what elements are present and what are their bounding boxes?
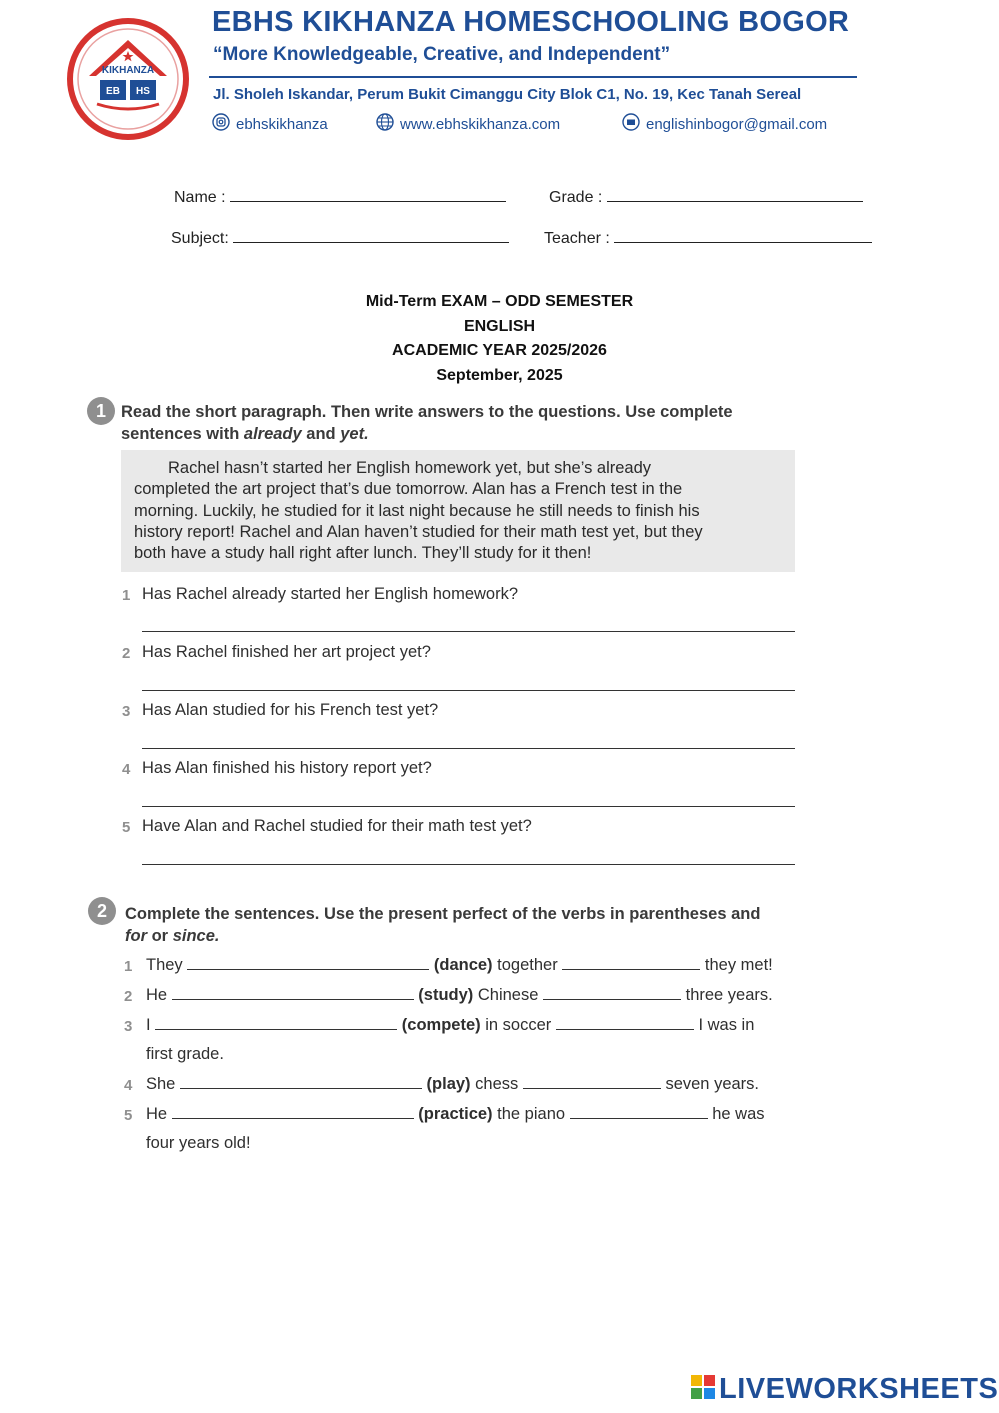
- exam-title-block: [0, 290, 999, 388]
- for-since-blank[interactable]: [523, 1076, 661, 1089]
- keyword-for: for: [125, 927, 147, 945]
- answer-line[interactable]: [142, 806, 795, 807]
- school-logo: [67, 18, 189, 140]
- subject-field[interactable]: [171, 228, 509, 248]
- item-end: he was: [712, 1105, 765, 1123]
- grade-label: Grade :: [549, 189, 603, 206]
- question-text: Have Alan and Rachel studied for their math test yet?: [142, 817, 532, 835]
- logo-left-text: EB: [106, 86, 120, 97]
- verb-blank[interactable]: [187, 957, 429, 970]
- name-label: Name :: [174, 189, 226, 206]
- section-2-badge: 2: [88, 897, 116, 925]
- school-name: EBHS KIKHANZA HOMESCHOOLING BOGOR: [212, 6, 850, 38]
- email-icon: [622, 113, 640, 135]
- sentence-item: [146, 956, 773, 975]
- email-address: englishinbogor@gmail.com: [646, 115, 828, 133]
- keyword-yet: yet.: [340, 425, 369, 443]
- keyword-and: and: [306, 425, 336, 443]
- sentence-item: [146, 1016, 754, 1035]
- website-contact: [376, 113, 560, 135]
- item-verb: (study): [418, 986, 474, 1004]
- reading-passage: [121, 450, 795, 572]
- verb-blank[interactable]: [180, 1076, 422, 1089]
- for-since-blank[interactable]: [556, 1017, 694, 1030]
- question-number: 5: [122, 819, 131, 836]
- verb-blank[interactable]: [155, 1017, 397, 1030]
- website-url: www.ebhskikhanza.com: [400, 115, 561, 133]
- verb-blank[interactable]: [172, 987, 414, 1000]
- item-end: seven years.: [665, 1075, 759, 1093]
- brand-name: LIVEWORKSHEETS: [719, 1373, 999, 1405]
- answer-line[interactable]: [142, 748, 795, 749]
- passage-line: history report! Rachel and Alan haven’t studied for their math test yet, but they: [134, 522, 703, 541]
- question-number: 3: [122, 703, 131, 720]
- item-continuation: four years old!: [146, 1134, 251, 1152]
- question-text: Has Alan finished his history report yet?: [142, 759, 432, 777]
- item-middle: in soccer: [485, 1016, 552, 1034]
- section-2-instruction: [125, 903, 845, 947]
- logo-right-text: HS: [136, 86, 150, 97]
- question-text: Has Alan studied for his French test yet?: [142, 701, 439, 719]
- school-motto: “More Knowledgeable, Creative, and Independent”: [213, 44, 671, 65]
- question-text: Has Rachel finished her art project yet?: [142, 643, 431, 661]
- header-divider: [209, 76, 857, 78]
- grade-input-line[interactable]: [607, 187, 863, 202]
- item-subject: He: [146, 986, 168, 1004]
- teacher-field[interactable]: [544, 228, 872, 248]
- exam-date: September, 2025: [436, 366, 563, 384]
- question-number: 4: [122, 761, 131, 778]
- exam-title: Mid-Term EXAM – ODD SEMESTER: [365, 293, 634, 310]
- verb-blank[interactable]: [172, 1106, 414, 1119]
- keyword-already: already: [243, 425, 302, 443]
- item-verb: (play): [426, 1075, 471, 1093]
- item-subject: I: [146, 1016, 151, 1034]
- answer-line[interactable]: [142, 690, 795, 691]
- item-middle: together: [497, 956, 558, 974]
- section-1-instruction-line1: Read the short paragraph. Then write answers to the questions. Use complete: [121, 403, 733, 421]
- instagram-contact: [212, 113, 328, 135]
- school-address: Jl. Sholeh Iskandar, Perum Bukit Cimanggu City Blok C1, No. 19, Kec Tanah Sereal: [213, 86, 802, 103]
- sentence-item: [146, 1105, 765, 1124]
- passage-line: [134, 458, 781, 479]
- question-number: 2: [122, 645, 131, 662]
- section-1-instruction: [121, 401, 821, 445]
- item-number: 3: [124, 1018, 133, 1035]
- item-end: three years.: [685, 986, 773, 1004]
- item-number: 5: [124, 1107, 133, 1124]
- section-1-badge: 1: [87, 397, 115, 425]
- instagram-handle: ebhskikhanza: [236, 115, 328, 133]
- item-verb: (compete): [401, 1016, 481, 1034]
- item-verb: (dance): [433, 956, 493, 974]
- sentence-item: [146, 986, 773, 1005]
- name-input-line[interactable]: [230, 187, 506, 202]
- item-subject: He: [146, 1105, 168, 1123]
- question-number: 1: [122, 587, 131, 604]
- answer-line[interactable]: [142, 631, 795, 632]
- question-text: Has Rachel already started her English homework?: [142, 585, 519, 603]
- section-2-instruction-line1: Complete the sentences. Use the present perfect of the verbs in parentheses and: [125, 905, 761, 923]
- exam-subject: ENGLISH: [463, 317, 536, 335]
- email-contact: [622, 113, 827, 135]
- logo-text: KIKHANZA: [101, 65, 155, 76]
- item-number: 4: [124, 1077, 133, 1094]
- item-end: I was in: [698, 1016, 755, 1034]
- for-since-blank[interactable]: [543, 987, 681, 1000]
- name-field[interactable]: [174, 187, 506, 207]
- keyword-since: since.: [172, 927, 220, 945]
- item-number: 2: [124, 988, 133, 1005]
- teacher-input-line[interactable]: [614, 228, 872, 243]
- answer-line[interactable]: [142, 864, 795, 865]
- instagram-icon: [212, 113, 230, 135]
- item-continuation: first grade.: [146, 1045, 224, 1063]
- academic-year: ACADEMIC YEAR 2025/2026: [392, 342, 607, 359]
- grade-field[interactable]: [549, 187, 863, 207]
- subject-label: Subject:: [171, 230, 229, 247]
- teacher-label: Teacher :: [544, 230, 610, 247]
- for-since-blank[interactable]: [562, 957, 700, 970]
- liveworksheets-brand[interactable]: [691, 1373, 998, 1406]
- item-number: 1: [124, 958, 133, 975]
- item-subject: They: [146, 956, 183, 974]
- item-middle: chess: [475, 1075, 519, 1093]
- liveworksheets-icon: [691, 1375, 715, 1404]
- for-since-blank[interactable]: [570, 1106, 708, 1119]
- item-middle: Chinese: [477, 986, 539, 1004]
- item-subject: She: [146, 1075, 176, 1093]
- item-end: they met!: [704, 956, 773, 974]
- passage-line-text: Rachel hasn’t started her English homework yet, but she’s already: [168, 459, 652, 477]
- sentence-item: [146, 1075, 759, 1094]
- subject-input-line[interactable]: [233, 228, 509, 243]
- globe-icon: [376, 113, 394, 135]
- passage-line: morning. Luckily, he studied for it last night because he still needs to finish his: [134, 501, 700, 520]
- section-1-instruction-line2: sentences with: [121, 425, 240, 443]
- item-middle: the piano: [497, 1105, 566, 1123]
- keyword-or: or: [151, 927, 169, 945]
- passage-line: both have a study hall right after lunch. They’ll study for it then!: [134, 544, 592, 563]
- item-verb: (practice): [418, 1105, 493, 1123]
- passage-line: completed the art project that’s due tomorrow. Alan has a French test in the: [134, 480, 683, 499]
